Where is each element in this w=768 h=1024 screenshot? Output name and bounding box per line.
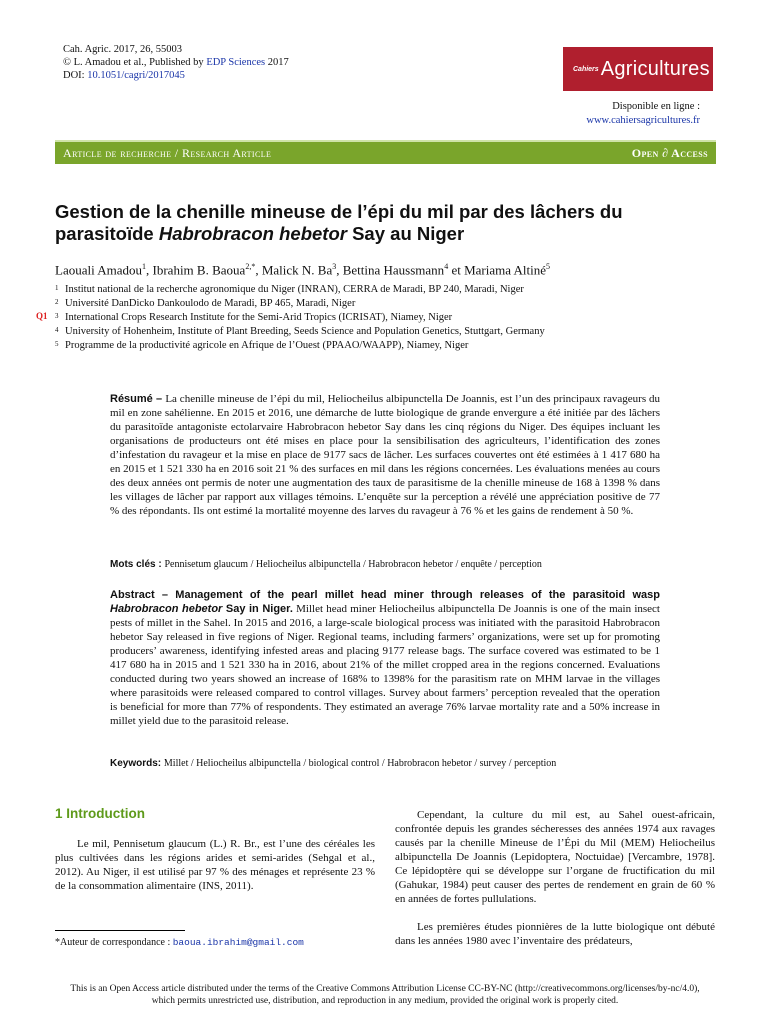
query-marker: Q1	[36, 311, 48, 321]
resume-text: La chenille mineuse de l’épi du mil, Heliocheilus albipunctella De Joannis, est l’un des principaux ravageurs du mil en zone sahélienne. En 2015 et 2016, une démarche de lutte biologique de grande envergure a été initiée par des lâchers du parasitoïde antagoniste ectolarvaire Habrobracon hebetor Say dans les cinq régions du Niger. Des équipes incluant les organisations de producteurs ont été mises en place pour la sensibilisation des agriculteurs, l’identification des zones d’infestation du ravageur et la mise en place de 9177 sacs de lâcher. Les surfaces couvertes ont été estimées à 1 417 680 ha en 2015 et 1 521 330 ha en 2016 soit 21 % des surfaces en mil dans les régions concernées. Les évaluations menées au cours des deux années ont permis de noter une augmentation des taux de parasitisme de la chenille mineuse de 168 à 1398 % dans les villages de lâcher par rapport aux villages témoins. L’enquête sur la perception a révélé une appréciation positive de 77 % des répondants. Ils ont estimé la mortalité moyenne des larves du ravageur à 76 % et les gains de rendement à 50 %.	[110, 393, 660, 517]
abstract-paragraph: Abstract – Management of the pearl millet head miner through releases of the parasitoid wasp Habrobracon hebetor Say in Niger. Millet head miner Heliocheilus albipunctella De Joannis is one of the main insect pests of millet in the Sahel. In 2015 and 2016, a large-scale biological process was initiated with the parasitoid Habrobracon hebetor Say released in five regions of Niger. Regional teams, including farmers’ organizations, were set up for promoting producers’ awareness, identifying infested areas and placing 9177 release bags. The surface covered was estimated to be 1 417 680 ha in 2015 and 1 521 330 ha in 2016, about 21% of the millet cropped area in the regions concerned. Evaluations conducted during two years showed an increase of 168% to 1398% for the parasitism rate on MHM larvae in the villages where parasitoids were released compared to control villages. Survey about farmers’ perception revealed that the operation is beneficial for more than 77% of respondents. They estimated an average 76% larvae mortality rate and a 50% increase in millet yield due to the parasitoid release.	[110, 589, 660, 727]
mots-cles-label: Mots clés :	[110, 559, 165, 570]
affiliation: 5 Programme de la productivité agricole en Afrique de l’Ouest (PPAAO/WAAPP), Niamey, Niger	[55, 340, 469, 351]
citation: Cah. Agric. 2017, 26, 55003	[63, 44, 182, 55]
author: Mariama Altiné	[464, 262, 547, 278]
corresponding-author-note: *Auteur de correspondance : baoua.ibrahim@gmail.com	[55, 937, 304, 948]
author: Bettina Haussmann	[342, 262, 445, 278]
affiliation-list	[55, 283, 715, 353]
license-statement	[55, 983, 715, 1007]
journal-url-link[interactable]: www.cahiersagricultures.fr	[586, 115, 700, 126]
resume-paragraph	[110, 392, 660, 518]
keywords-label: Keywords:	[110, 758, 164, 769]
author-list: Laouali Amadou$^1$, Ibrahim B. Baoua$^{2,*}$, Malick N. Ba$^3$, Bettina Haussmann$^4$ et Mariama Altiné$^5$	[55, 262, 551, 278]
open-access-label: Open ∂ Access	[631, 145, 708, 160]
article-title: Gestion de la chenille mineuse de l’épi du mil par des lâchers du parasitoïde Habrobracon hebetor Say au Niger	[55, 201, 623, 244]
author: Malick N. Ba	[261, 262, 333, 278]
email-link[interactable]: baoua.ibrahim@gmail.com	[172, 937, 304, 948]
logo-small-text: Cahiers	[573, 65, 599, 73]
intro-right-paragraph-2: Les premières études pionnières de la lutte biologique ont débuté dans les années 1980 avec l’inventaire des prédateurs,	[395, 921, 715, 947]
footnote-divider	[55, 930, 185, 931]
affiliation: 2 Université DanDicko Dankoulodo de Maradi, BP 465, Maradi, Niger	[55, 298, 356, 309]
keywords-text: Millet / Heliocheilus albipunctella / biological control / Habrobracon hebetor / survey / perception	[163, 758, 557, 769]
intro-right-paragraph: Cependant, la culture du mil est, au Sahel ouest-africain, confrontée depuis les grandes sécheresses des années 1974 aux ravages causés par la chenille Mineuse de l’Épi du Mil (MEM) Heliocheilus albipunctella De Joannis (Lepidoptera, Noctuidae) [Vercambre, 1978]. Ce lépidoptère qui se développe sur l’organe de fructification du mil (Gahukar, 1984) peut causer des pertes de rendement en grain de 60 % en années de fortes pullulations.	[395, 809, 715, 905]
online-label: Disponible en ligne :	[612, 101, 700, 112]
affiliation: 4 University of Hohenheim, Institute of Plant Breeding, Seeds Science and Population Genetics, Stuttgart, Germany	[55, 326, 545, 337]
journal-logo[interactable]	[563, 47, 713, 91]
affiliation: 1 Institut national de la recherche agronomique du Niger (INRAN), CERRA de Maradi, BP 240, Maradi, Niger	[55, 284, 524, 295]
license-line-1: This is an Open Access article distributed under the terms of the Creative Commons Attribution License CC-BY-NC (http://creativecommons.org/licenses/by-nc/4.0),	[70, 984, 700, 994]
mots-cles-text: Pennisetum glaucum / Heliocheilus albipunctella / Habrobracon hebetor / enquête / perception	[164, 559, 542, 570]
abstract-label: Abstract – Management of the pearl millet head miner through releases of the parasitoid wasp	[110, 589, 660, 601]
article-type-banner	[55, 140, 716, 164]
abstract-text: Millet head miner Heliocheilus albipunctella De Joannis is one of the main insect pests of millet in the Sahel. In 2015 and 2016, a large-scale biological process was initiated with the parasitoid Habrobracon hebetor Say released in five regions of Niger. Regional teams, including farmers’ organizations, were set up for promoting producers’ awareness, identifying infested areas and placing 9177 release bags. The surface covered was estimated to be 1 417 680 ha in 2015 and 1 521 330 ha in 2016, about 21% of the millet cropped area in the regions concerned. Evaluations conducted during two years showed an increase of 168% to 1398% for the parasitism rate on MHM larvae in the villages where parasitoids were released compared to control villages. Survey about farmers’ perception revealed that the operation is beneficial for more than 77% of respondents. They estimated an average 76% larvae mortality rate and a 50% increase in millet yield due to the parasitoid release.	[110, 603, 660, 727]
citation-block	[63, 43, 289, 82]
author: Laouali Amadou	[55, 262, 143, 278]
author: Ibrahim B. Baoua	[152, 262, 246, 278]
affiliation: 3 International Crops Research Institute for the Semi-Arid Tropics (ICRISAT), Niamey, Niger	[55, 312, 453, 323]
doi: DOI: 10.1051/cagri/2017045	[63, 70, 185, 81]
mots-cles	[110, 558, 660, 571]
copyright: © L. Amadou et al., Published by EDP Sciences 2017	[63, 57, 289, 68]
publisher-link[interactable]: EDP Sciences	[206, 57, 266, 68]
license-line-2: which permits unrestricted use, distribution, and reproduction in any medium, provided the original work is properly cited.	[151, 996, 619, 1006]
article-type: Article de recherche / Research Article	[63, 145, 272, 160]
keywords	[110, 757, 660, 770]
logo-big-text: Agricultures	[600, 57, 710, 80]
intro-left-paragraph: Le mil, Pennisetum glaucum (L.) R. Br., est l’une des céréales les plus cultivées dans les régions arides et semi-arides (Sehgal et al., 2012). Au Niger, il est utilisé par 97 % des ménages et représente 23 % de la consommation alimentaire (INS, 2011).	[55, 838, 375, 892]
online-availability	[520, 100, 700, 128]
section-heading-introduction: 1 Introduction	[55, 806, 145, 821]
doi-link[interactable]: 10.1051/cagri/2017045	[87, 70, 185, 81]
resume-label: Résumé –	[110, 393, 166, 405]
